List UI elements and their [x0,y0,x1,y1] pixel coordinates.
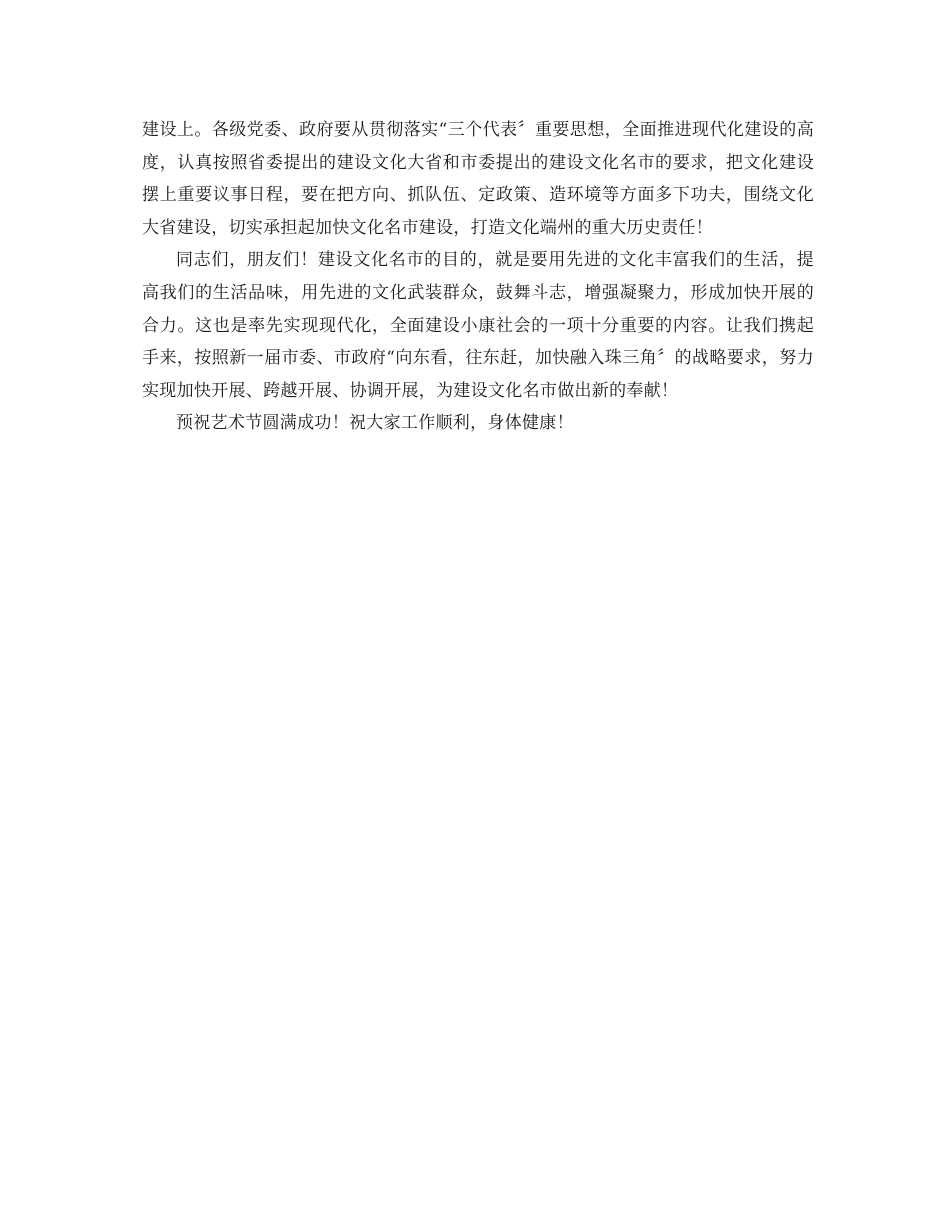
paragraph-comrades: 同志们，朋友们！建设文化名市的目的，就是要用先进的文化丰富我们的生活，提高我们的生活品味，用先进的文化武装群众，鼓舞斗志，增强凝聚力，形成加快开展的合力。这也是率先实现现代化，全面建设小康社会的一项十分重要的内容。让我们携起手来，按照新一届市委、市政府“向东看，往东赶，加快融入珠三角〞的战略要求，努力实现加快开展、跨越开展、协调开展，为建设文化名市做出新的奉献！ [142,250,814,401]
paragraph-continuation: 建设上。各级党委、政府要从贯彻落实“三个代表〞重要思想，全面推进现代化建设的高度，认真按照省委提出的建设文化大省和市委提出的建设文化名市的要求，把文化建设摆上重要议事日程，要在把方向、抓队伍、定政策、造环境等方面多下功夫，围绕文化大省建设，切实承担起加快文化名市建设，打造文化端州的重大历史责任！ [142,120,814,238]
document-body [142,114,814,440]
paragraph-closing-wishes: 预祝艺术节圆满成功！祝大家工作顺利，身体健康！ [176,413,574,434]
